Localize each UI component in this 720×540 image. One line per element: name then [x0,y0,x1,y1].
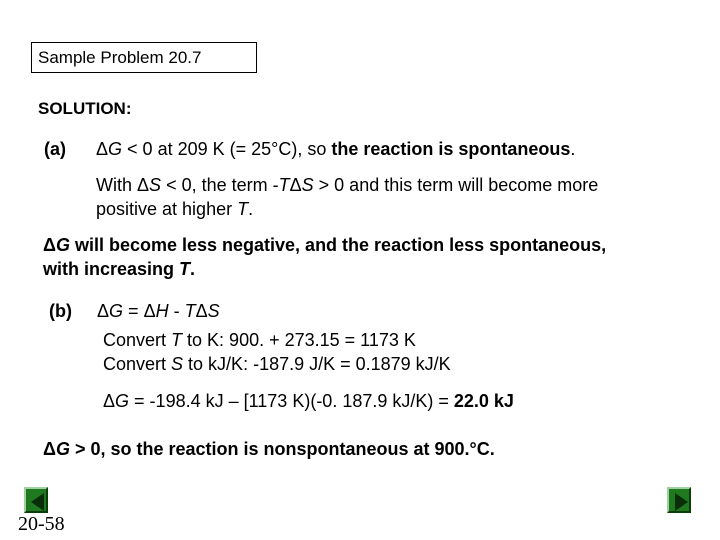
gibbs-calculation [103,391,514,412]
previous-slide-button[interactable] [24,487,48,513]
var-t: T [171,330,183,350]
text: < 0, the term - [161,175,279,195]
text: = -198.4 kJ – [1173 K)(-0. 187.9 kJ/K) = [129,391,454,411]
delta-symbol: Δ [43,235,56,255]
delta-symbol: Δ [96,139,109,159]
delta-symbol: Δ [195,301,208,321]
delta-symbol: Δ [97,301,110,321]
var-g: G [115,391,130,411]
problem-title-text: Sample Problem 20.7 [38,48,202,67]
solution-heading: SOLUTION: [38,99,132,118]
part-a-statement [96,139,575,160]
text: to K: 900. + 273.15 = 1173 K [182,330,416,350]
delta-symbol: Δ [43,439,56,459]
delta-symbol: Δ [103,391,116,411]
text: - [168,301,185,321]
text: With [96,175,138,195]
var-t: T [184,301,196,321]
part-a-explanation-line2 [96,199,253,220]
page-number: 20-58 [18,513,65,535]
part-a-label: (a) [44,139,66,159]
var-g: G [55,439,70,459]
text: > 0 and this term will become more [313,175,599,195]
text: Convert [103,354,172,374]
conclusion-a-line1 [43,235,606,256]
text: to kJ/K: -187.9 J/K = 0.1879 kJ/K [183,354,451,374]
text: = [123,301,144,321]
part-b-label: (b) [49,301,72,321]
answer-value: 22.0 kJ [453,391,514,411]
var-s: S [149,175,162,195]
delta-symbol: Δ [143,301,156,321]
delta-symbol: Δ [289,175,302,195]
var-h: H [155,301,169,321]
text: . [190,259,196,279]
statement-end: . [570,139,576,159]
conclusion-a-line2 [43,259,195,280]
var-g: G [109,301,124,321]
convert-entropy [103,354,451,375]
text: . [248,199,254,219]
var-g: G [108,139,123,159]
var-g: G [55,235,70,255]
next-slide-button[interactable] [667,487,691,513]
problem-title [31,42,257,73]
conclusion-b [43,439,495,460]
convert-temperature [103,330,416,351]
var-s: S [301,175,314,195]
text: will become less negative, and the reaction less spontaneous, [69,235,607,255]
var-t: T [179,259,191,279]
part-a-explanation-line1 [96,175,598,196]
next-arrow-icon [671,491,691,513]
text: with increasing [43,259,180,279]
spontaneous-emphasis: the reaction is spontaneous [331,139,571,159]
text: positive at higher [96,199,238,219]
gibbs-equation [97,301,220,322]
text: > 0, so the reaction is nonspontaneous at 900.°C. [69,439,495,459]
var-t: T [237,199,249,219]
var-s: S [171,354,184,374]
var-t: T [278,175,290,195]
delta-symbol: Δ [137,175,150,195]
previous-arrow-icon [28,491,48,513]
statement-text: < 0 at 209 K (= 25°C), so [122,139,332,159]
var-s: S [207,301,220,321]
text: Convert [103,330,172,350]
